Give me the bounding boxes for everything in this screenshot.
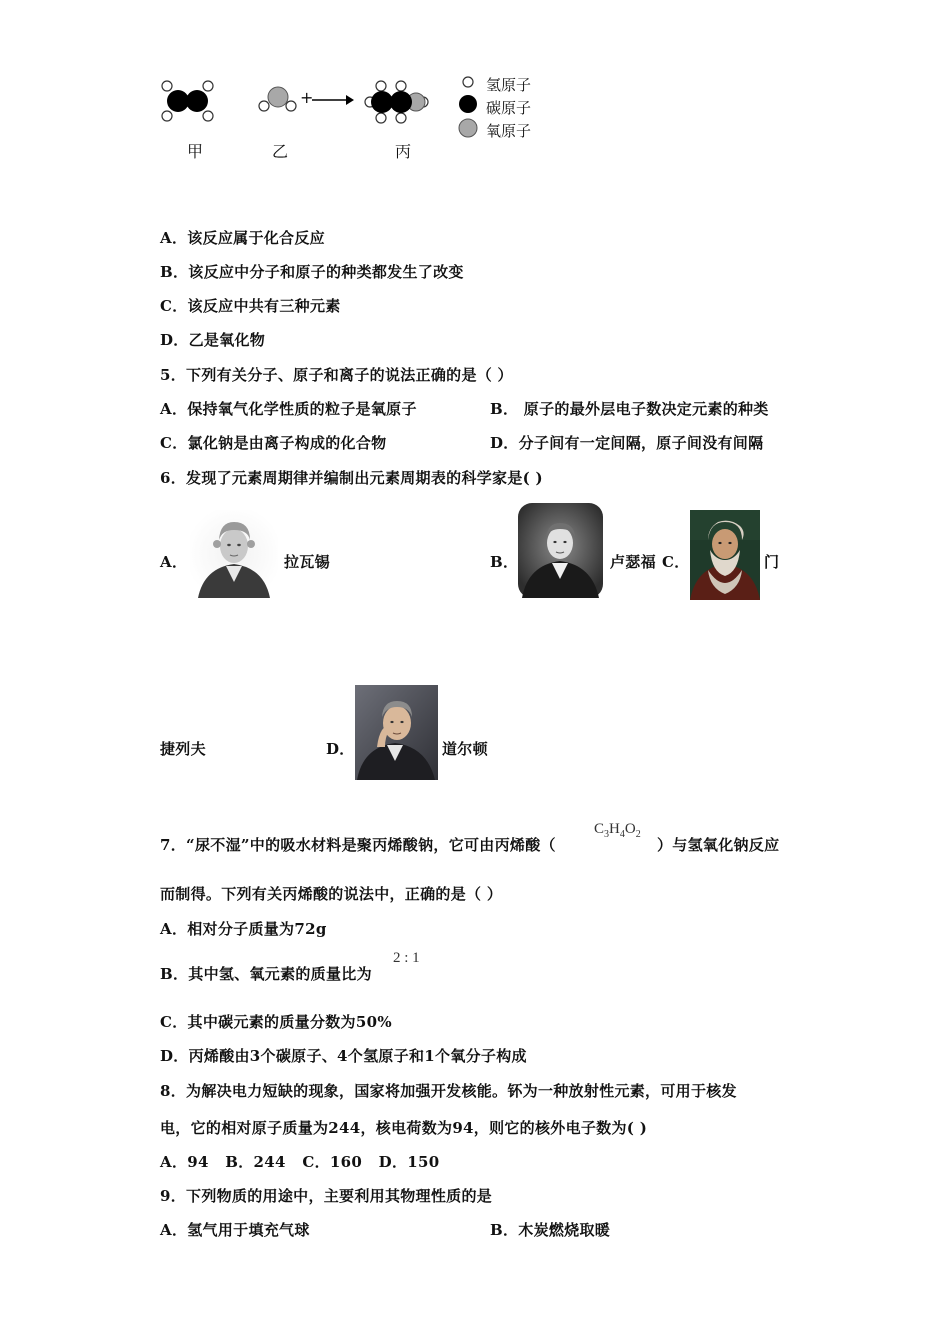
q6-option-d-name: 道尔顿 <box>442 740 488 758</box>
q7-option-c: C．其中碳元素的质量分数为50% <box>160 1013 392 1031</box>
molecule-bing <box>365 81 428 123</box>
label-jia: 甲 <box>187 142 204 161</box>
q6-option-a-name: 拉瓦锡 <box>284 553 330 571</box>
q5-option-b: B． 原子的最外层电子数决定元素的种类 <box>490 400 769 418</box>
q7-option-a: A．相对分子质量为72g <box>160 920 327 938</box>
q4-option-d: D．乙是氧化物 <box>160 331 266 349</box>
q7-option-d: D．丙烯酸由3个碳原子、4个氢原子和1个氧分子构成 <box>160 1047 527 1065</box>
legend <box>459 77 477 137</box>
portrait-lavoisier-image <box>190 510 278 598</box>
portrait-dalton-image <box>355 685 438 780</box>
q7-stem-part1: 7．“尿不湿”中的吸水材料是聚丙烯酸钠，它可由丙烯酸（ <box>160 836 556 854</box>
q6-option-d-letter: D． <box>326 740 355 758</box>
molecule-yi <box>259 87 296 111</box>
formula-oxygen: O <box>624 821 636 837</box>
q6-option-c-name-part1: 门 <box>764 553 780 571</box>
q6-option-c-name-part2: 捷列夫 <box>160 740 206 758</box>
formula-carbon-count: 3 <box>604 829 610 840</box>
legend-oxygen-marker <box>459 119 477 137</box>
q9-option-a: A．氢气用于填充气球 <box>160 1221 310 1239</box>
q5-option-c: C．氯化钠是由离子构成的化合物 <box>160 434 387 452</box>
q5-option-a: A．保持氧气化学性质的粒子是氧原子 <box>160 400 417 418</box>
legend-oxygen: 氧原子 <box>486 122 532 140</box>
molecule-jia <box>162 81 213 121</box>
portrait-rutherford-image <box>518 503 603 598</box>
q8-options: A．94 B．244 C．160 D．150 <box>160 1153 440 1171</box>
formula-hydrogen: H <box>609 821 620 837</box>
q8-stem-part2: 电，它的相对原子质量为244，核电荷数为94，则它的核外电子数为( ) <box>160 1119 648 1137</box>
q6-option-b-letter: B． <box>490 553 519 571</box>
q6-stem: 6．发现了元素周期律并编制出元素周期表的科学家是( ) <box>160 469 543 487</box>
q9-option-b: B．木炭燃烧取暖 <box>490 1221 611 1239</box>
q6-option-a-letter: A． <box>160 553 188 571</box>
q4-option-b: B．该反应中分子和原子的种类都发生了改变 <box>160 263 464 281</box>
plus-sign: + <box>300 88 314 107</box>
q5-option-d: D．分子间有一定间隔，原子间没有间隔 <box>490 434 764 452</box>
q7-stem-part3: 而制得。下列有关丙烯酸的说法中，正确的是（ ） <box>160 885 503 903</box>
formula-oxygen-count: 2 <box>635 829 641 840</box>
legend-hydrogen-marker <box>463 77 473 87</box>
q4-option-c: C．该反应中共有三种元素 <box>160 297 341 315</box>
q7-stem-part2: ）与氢氧化钠反应 <box>657 836 780 854</box>
q8-stem-part1: 8．为解决电力短缺的现象，国家将加强开发核能。钚为一种放射性元素，可用于核发 <box>160 1082 737 1100</box>
q9-stem: 9．下列物质的用途中，主要利用其物理性质的是 <box>160 1187 493 1205</box>
acrylic-acid-formula <box>594 821 641 840</box>
formula-carbon: C <box>594 821 605 837</box>
portrait-mendeleev-image <box>690 510 760 600</box>
q7-option-b: B．其中氢、氧元素的质量比为 <box>160 965 372 983</box>
q5-stem: 5．下列有关分子、原子和离子的说法正确的是（ ） <box>160 366 513 384</box>
q6-option-c-letter: C． <box>662 553 690 571</box>
formula-hydrogen-count: 4 <box>619 829 625 840</box>
q7-option-b-ratio: 2 : 1 <box>393 950 420 966</box>
legend-carbon: 碳原子 <box>486 99 532 117</box>
label-yi: 乙 <box>272 142 289 161</box>
q6-option-b-name: 卢瑟福 <box>610 553 656 571</box>
label-bing: 丙 <box>395 142 412 161</box>
legend-hydrogen: 氢原子 <box>486 76 532 94</box>
legend-carbon-marker <box>459 95 477 113</box>
q4-option-a: A．该反应属于化合反应 <box>160 229 325 247</box>
reaction-arrow <box>312 95 354 105</box>
